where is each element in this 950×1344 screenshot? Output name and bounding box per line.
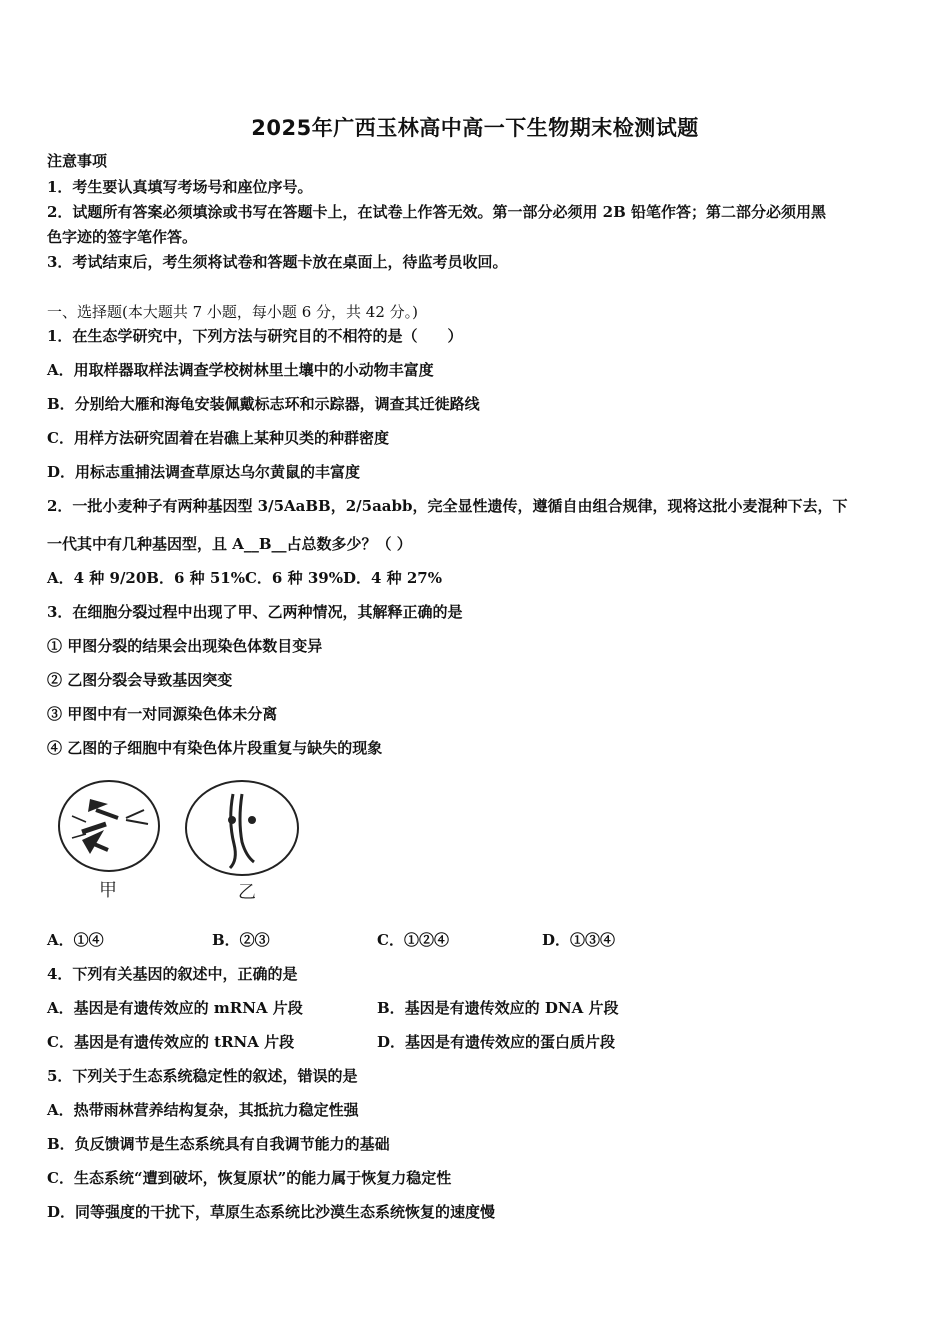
q3-option-c: C．①②④ <box>377 931 449 949</box>
q4-option-c: C．基因是有遗传效应的 tRNA 片段 <box>47 1033 295 1051</box>
q3-item-3: ③ 甲图中有一对同源染色体未分离 <box>47 705 278 723</box>
notice-item: 2．试题所有答案必须填涂或书写在答题卡上，在试卷上作答无效。第一部分必须用 2B 铅笔作答；第二部分必须用黑 <box>47 203 827 221</box>
q3-option-b: B．②③ <box>212 931 270 949</box>
q4-option-b: B．基因是有遗传效应的 DNA 片段 <box>377 999 619 1017</box>
notice-heading: 注意事项 <box>47 152 108 170</box>
q1-option-d: D．用标志重捕法调查草原达乌尔黄鼠的丰富度 <box>47 463 361 481</box>
figure-label-yi: 乙 <box>238 882 256 903</box>
q2-options: A．4 种 9/20B．6 种 51%C．6 种 39%D．4 种 27% <box>47 569 442 587</box>
q4-option-a: A．基因是有遗传效应的 mRNA 片段 <box>47 999 303 1017</box>
cell-division-figure <box>52 774 312 914</box>
notice-item: 1．考生要认真填写考场号和座位序号。 <box>47 178 313 196</box>
q5-option-b: B．负反馈调节是生态系统具有自我调节能力的基础 <box>47 1135 390 1153</box>
q3-option-d: D．①③④ <box>542 931 616 949</box>
q5-stem: 5．下列关于生态系统稳定性的叙述，错误的是 <box>47 1067 358 1085</box>
q5-option-c: C．生态系统“遭到破坏，恢复原状”的能力属于恢复力稳定性 <box>47 1169 452 1187</box>
q3-item-1: ① 甲图分裂的结果会出现染色体数目变异 <box>47 637 323 655</box>
q4-option-d: D．基因是有遗传效应的蛋白质片段 <box>377 1033 616 1051</box>
spindle-jia-right <box>126 810 148 824</box>
cell-jia-outline <box>59 781 159 871</box>
notice-item: 3．考试结束后，考生须将试卷和答题卡放在桌面上，待监考员收回。 <box>47 253 508 271</box>
chromosome-jia-2 <box>96 810 118 818</box>
q3-option-a: A．①④ <box>47 931 104 949</box>
figure-label-jia: 甲 <box>99 880 117 901</box>
q1-stem: 1．在生态学研究中，下列方法与研究目的不相符的是（ ） <box>47 327 463 345</box>
q2-stem-line1: 2．一批小麦种子有两种基因型 3/5AaBB，2/5aabb，完全显性遗传，遵循自由组合规律，现将这批小麦混种下去，下 <box>47 497 848 515</box>
q4-stem: 4．下列有关基因的叙述中，正确的是 <box>47 965 298 983</box>
centromere-yi-1 <box>228 816 236 824</box>
section-heading: 一、选择题(本大题共 7 小题，每小题 6 分，共 42 分。) <box>47 303 418 321</box>
q1-option-c: C．用样方法研究固着在岩礁上某种贝类的种群密度 <box>47 429 389 447</box>
page-title: 2025年广西玉林高中高一下生物期末检测试题 <box>251 116 699 140</box>
q3-item-2: ② 乙图分裂会导致基因突变 <box>47 671 233 689</box>
q1-option-b: B．分别给大雁和海龟安装佩戴标志环和示踪器，调查其迁徙路线 <box>47 395 480 413</box>
chromosome-yi-2 <box>240 794 254 862</box>
centromere-yi-2 <box>248 816 256 824</box>
notice-item: 色字迹的签字笔作答。 <box>47 228 198 246</box>
q3-item-4: ④ 乙图的子细胞中有染色体片段重复与缺失的现象 <box>47 739 383 757</box>
chromosome-yi-1 <box>230 794 235 868</box>
spindle-jia-left <box>72 816 86 838</box>
chromosome-jia-5 <box>94 844 108 850</box>
q5-option-a: A．热带雨林营养结构复杂，其抵抗力稳定性强 <box>47 1101 359 1119</box>
q3-stem: 3．在细胞分裂过程中出现了甲、乙两种情况，其解释正确的是 <box>47 603 463 621</box>
q1-option-a: A．用取样器取样法调查学校树林里土壤中的小动物丰富度 <box>47 361 434 379</box>
q2-stem-line2: 一代其中有几种基因型，且 A__B__占总数多少？（ ） <box>47 535 412 553</box>
q5-option-d: D．同等强度的干扰下，草原生态系统比沙漠生态系统恢复的速度慢 <box>47 1203 496 1221</box>
